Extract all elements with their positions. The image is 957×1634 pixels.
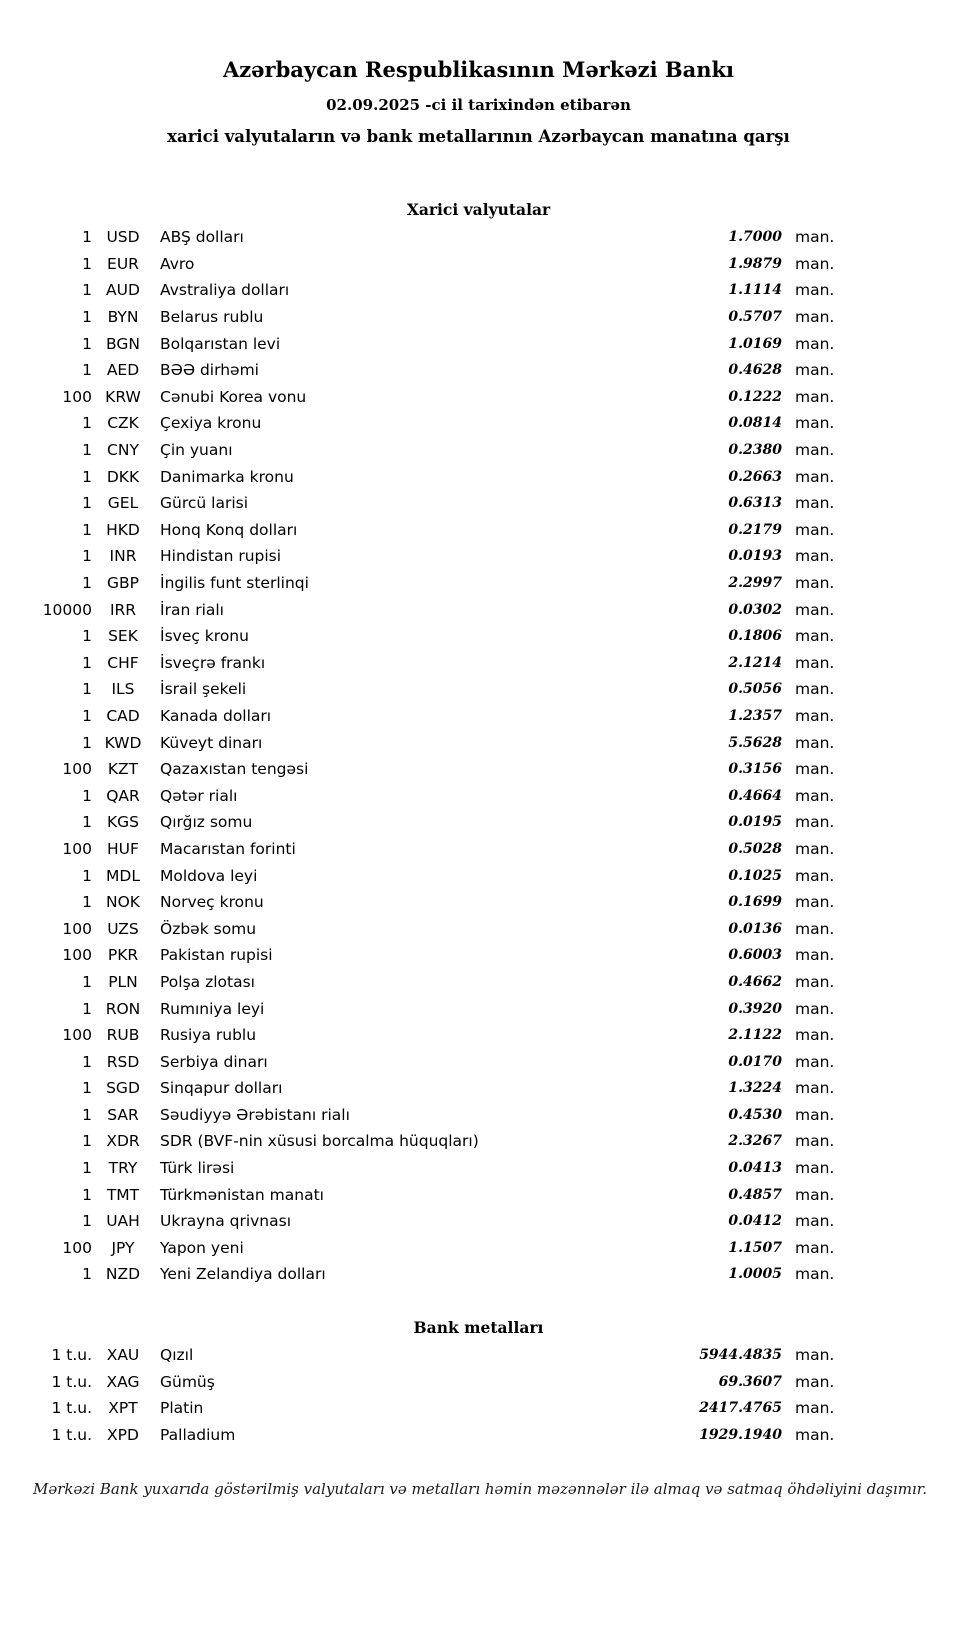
rate-value: 0.0136 xyxy=(728,920,782,937)
currency-code: PKR xyxy=(107,946,139,965)
rate-value: 2.3267 xyxy=(728,1133,782,1150)
unit-label: man. xyxy=(795,919,835,938)
currency-name: Norveç kronu xyxy=(160,893,264,912)
unit-label: man. xyxy=(795,441,835,460)
currency-name: Serbiya dinarı xyxy=(160,1052,268,1071)
disclaimer: Mərkəzi Bank yuxarıda göstərilmiş valyutaları və metalları həmin məzənnələr ilə almaq və satmaq öhdəliyini daşımır. xyxy=(33,1480,928,1498)
quantity: 1 xyxy=(82,1185,92,1204)
currency-code: GBP xyxy=(107,574,139,593)
rate-value: 1.9879 xyxy=(728,255,782,272)
rate-row xyxy=(40,942,840,969)
quantity: 100 xyxy=(62,1238,92,1257)
currency-code: XPT xyxy=(108,1399,138,1418)
quantity: 1 xyxy=(82,706,92,725)
unit-label: man. xyxy=(795,1026,835,1045)
rate-row xyxy=(40,836,840,863)
quantity: 100 xyxy=(62,919,92,938)
quantity: 1 xyxy=(82,361,92,380)
rate-value: 0.0302 xyxy=(728,601,782,618)
rate-row xyxy=(40,1022,840,1049)
quantity: 1 xyxy=(82,281,92,300)
quantity: 1 xyxy=(82,1052,92,1071)
rate-row xyxy=(40,969,840,996)
unit-label: man. xyxy=(795,893,835,912)
quantity: 1 xyxy=(82,680,92,699)
currency-code: XDR xyxy=(106,1132,140,1151)
currency-name: Çin yuanı xyxy=(160,441,233,460)
currency-code: USD xyxy=(106,228,140,247)
rate-row xyxy=(40,543,840,570)
currency-name: Cənubi Korea vonu xyxy=(160,387,307,406)
rate-row xyxy=(40,410,840,437)
currency-code: AUD xyxy=(106,281,140,300)
rate-value: 0.2380 xyxy=(728,442,782,459)
currency-name: ABŞ dolları xyxy=(160,228,244,247)
unit-label: man. xyxy=(795,839,835,858)
currency-name: Qətər rialı xyxy=(160,786,238,805)
rate-row xyxy=(40,995,840,1022)
quantity: 100 xyxy=(62,1026,92,1045)
rate-row xyxy=(40,277,840,304)
quantity: 100 xyxy=(62,946,92,965)
quantity: 100 xyxy=(62,839,92,858)
rate-row xyxy=(40,623,840,650)
quantity: 1 t.u. xyxy=(51,1372,92,1391)
currency-name: Bolqarıstan levi xyxy=(160,334,281,353)
rate-value: 2.2997 xyxy=(728,575,782,592)
quantity: 1 xyxy=(82,467,92,486)
rate-value: 2.1122 xyxy=(728,1027,782,1044)
rate-row xyxy=(40,1102,840,1129)
rate-row xyxy=(40,463,840,490)
currency-name: Danimarka kronu xyxy=(160,467,294,486)
rate-value: 0.3920 xyxy=(728,1000,782,1017)
unit-label: man. xyxy=(795,600,835,619)
currency-code: CHF xyxy=(107,653,139,672)
currency-code: XAG xyxy=(106,1372,140,1391)
currency-code: XPD xyxy=(107,1425,139,1444)
rate-value: 0.2663 xyxy=(728,468,782,485)
rate-value: 0.0193 xyxy=(728,548,782,565)
unit-label: man. xyxy=(795,1212,835,1231)
unit-label: man. xyxy=(795,254,835,273)
currency-name: Yapon yeni xyxy=(160,1238,244,1257)
unit-label: man. xyxy=(795,1079,835,1098)
rate-row xyxy=(40,676,840,703)
currency-code: KWD xyxy=(104,733,142,752)
unit-label: man. xyxy=(795,786,835,805)
rate-row xyxy=(40,517,840,544)
quantity: 1 xyxy=(82,786,92,805)
currency-name: Gümüş xyxy=(160,1372,215,1391)
currency-name: Avstraliya dolları xyxy=(160,281,290,300)
quantity: 1 xyxy=(82,414,92,433)
unit-label: man. xyxy=(795,1346,835,1365)
rate-value: 0.5028 xyxy=(728,840,782,857)
unit-label: man. xyxy=(795,733,835,752)
unit-label: man. xyxy=(795,1132,835,1151)
rate-value: 0.6313 xyxy=(728,495,782,512)
currency-name: Moldova leyi xyxy=(160,866,258,885)
rate-row xyxy=(40,1048,840,1075)
unit-label: man. xyxy=(795,334,835,353)
currency-name: Polşa zlotası xyxy=(160,972,255,991)
quantity: 1 xyxy=(82,1105,92,1124)
currencies-section-title: Xarici valyutalar xyxy=(406,200,551,219)
rate-value: 0.3156 xyxy=(728,761,782,778)
currency-table xyxy=(40,224,840,1288)
quantity: 1 xyxy=(82,893,92,912)
currency-code: NOK xyxy=(106,893,140,912)
quantity: 1 xyxy=(82,627,92,646)
rate-value: 1.2357 xyxy=(728,707,782,724)
currency-code: IRR xyxy=(109,600,137,619)
rate-row xyxy=(40,490,840,517)
currency-code: INR xyxy=(109,547,137,566)
rate-value: 1.3224 xyxy=(728,1080,782,1097)
quantity: 1 xyxy=(82,520,92,539)
quantity: 1 xyxy=(82,334,92,353)
rate-row xyxy=(40,330,840,357)
unit-label: man. xyxy=(795,1052,835,1071)
currency-code: TMT xyxy=(106,1185,140,1204)
unit-label: man. xyxy=(795,281,835,300)
effective-date: 02.09.2025 -ci il tarixindən etibarən xyxy=(326,96,631,114)
currency-code: SAR xyxy=(107,1105,139,1124)
unit-label: man. xyxy=(795,999,835,1018)
unit-label: man. xyxy=(795,1185,835,1204)
rate-value: 0.4664 xyxy=(728,787,782,804)
unit-label: man. xyxy=(795,1425,835,1444)
unit-label: man. xyxy=(795,653,835,672)
currency-name: Səudiyyə Ərəbistanı rialı xyxy=(160,1105,350,1124)
quantity: 1 t.u. xyxy=(51,1346,92,1365)
rate-value: 0.5707 xyxy=(728,309,782,326)
unit-label: man. xyxy=(795,414,835,433)
currency-name: İngilis funt sterlinqi xyxy=(160,574,309,593)
quantity: 1 t.u. xyxy=(51,1425,92,1444)
rate-row xyxy=(40,357,840,384)
rate-row xyxy=(40,596,840,623)
unit-label: man. xyxy=(795,680,835,699)
currency-code: AED xyxy=(106,361,140,380)
currency-name: Sinqapur dolları xyxy=(160,1079,283,1098)
currency-name: Kanada dolları xyxy=(160,706,272,725)
currency-name: Platin xyxy=(160,1399,204,1418)
quantity: 1 xyxy=(82,228,92,247)
rate-row xyxy=(40,1128,840,1155)
quantity: 1 xyxy=(82,813,92,832)
quantity: 1 xyxy=(82,1212,92,1231)
quantity: 1 xyxy=(82,1079,92,1098)
unit-label: man. xyxy=(795,627,835,646)
rate-row xyxy=(40,1395,840,1422)
rate-row xyxy=(40,1342,840,1369)
rate-value: 0.2179 xyxy=(728,521,782,538)
unit-label: man. xyxy=(795,760,835,779)
currency-name: Özbək somu xyxy=(160,919,257,938)
quantity: 1 xyxy=(82,547,92,566)
currency-name: Türkmənistan manatı xyxy=(160,1185,324,1204)
rate-value: 69.3607 xyxy=(718,1373,782,1390)
rate-row xyxy=(40,1235,840,1262)
quantity: 10000 xyxy=(42,600,92,619)
rate-value: 1.1507 xyxy=(728,1239,782,1256)
quantity: 1 xyxy=(82,972,92,991)
unit-label: man. xyxy=(795,574,835,593)
unit-label: man. xyxy=(795,706,835,725)
quantity: 1 xyxy=(82,1265,92,1284)
rate-row xyxy=(40,251,840,278)
currency-name: SDR (BVF-nin xüsusi borcalma hüquqları) xyxy=(160,1132,479,1151)
unit-label: man. xyxy=(795,1105,835,1124)
currency-code: NZD xyxy=(105,1265,141,1284)
rate-row xyxy=(40,1155,840,1182)
rate-value: 0.1806 xyxy=(728,628,782,645)
currency-name: İsveç kronu xyxy=(160,627,249,646)
currency-code: GEL xyxy=(107,494,139,513)
rate-value: 2.1214 xyxy=(728,654,782,671)
unit-label: man. xyxy=(795,813,835,832)
currency-code: CAD xyxy=(106,706,140,725)
quantity: 1 t.u. xyxy=(51,1399,92,1418)
rate-value: 0.5056 xyxy=(728,681,782,698)
currency-code: RON xyxy=(105,999,141,1018)
currency-name: Çexiya kronu xyxy=(160,414,262,433)
currency-code: RUB xyxy=(106,1026,140,1045)
currency-name: Qazaxıstan tengəsi xyxy=(160,760,309,779)
rate-value: 1.1114 xyxy=(728,282,782,299)
rate-value: 0.1699 xyxy=(728,894,782,911)
quantity: 1 xyxy=(82,1159,92,1178)
currency-code: RSD xyxy=(106,1052,140,1071)
currency-code: BGN xyxy=(106,334,140,353)
rate-value: 0.0412 xyxy=(728,1213,782,1230)
rate-row xyxy=(40,809,840,836)
rate-value: 0.4662 xyxy=(728,973,782,990)
currency-code: CNY xyxy=(107,441,139,460)
currency-name: Ukrayna qrivnası xyxy=(160,1212,292,1231)
rate-row xyxy=(40,1261,840,1288)
rate-value: 0.0413 xyxy=(728,1160,782,1177)
currency-code: SGD xyxy=(106,1079,140,1098)
quantity: 1 xyxy=(82,308,92,327)
quantity: 1 xyxy=(82,441,92,460)
rate-row xyxy=(40,1181,840,1208)
rate-row xyxy=(40,1368,840,1395)
rate-value: 0.0195 xyxy=(728,814,782,831)
rate-value: 0.0814 xyxy=(728,415,782,432)
unit-label: man. xyxy=(795,946,835,965)
rate-value: 0.1025 xyxy=(728,867,782,884)
currency-name: Türk lirəsi xyxy=(160,1159,235,1178)
rate-row xyxy=(40,915,840,942)
currency-code: HKD xyxy=(106,520,140,539)
quantity: 1 xyxy=(82,1132,92,1151)
unit-label: man. xyxy=(795,361,835,380)
unit-label: man. xyxy=(795,1399,835,1418)
currency-name: Macarıstan forinti xyxy=(160,839,296,858)
currency-code: MDL xyxy=(106,866,140,885)
currency-name: Hindistan rupisi xyxy=(160,547,282,566)
currency-code: SEK xyxy=(108,627,138,646)
currency-name: Küveyt dinarı xyxy=(160,733,263,752)
rate-row xyxy=(40,384,840,411)
unit-label: man. xyxy=(795,547,835,566)
currency-name: Palladium xyxy=(160,1425,236,1444)
currency-code: QAR xyxy=(106,786,140,805)
currency-code: CZK xyxy=(107,414,139,433)
currency-code: TRY xyxy=(108,1159,138,1178)
rate-row xyxy=(40,703,840,730)
rate-value: 2417.4765 xyxy=(699,1400,782,1417)
rate-row xyxy=(40,304,840,331)
rate-value: 0.4628 xyxy=(728,362,782,379)
rate-row xyxy=(40,756,840,783)
quantity: 1 xyxy=(82,999,92,1018)
currency-code: KGS xyxy=(106,813,139,832)
unit-label: man. xyxy=(795,972,835,991)
metals-section-title: Bank metalları xyxy=(413,1317,544,1337)
currency-code: PLN xyxy=(108,972,138,991)
quantity: 1 xyxy=(82,866,92,885)
unit-label: man. xyxy=(795,520,835,539)
rate-row xyxy=(40,224,840,251)
currency-name: Qızıl xyxy=(160,1346,194,1365)
currency-name: Avro xyxy=(160,254,195,273)
rate-value: 1929.1940 xyxy=(699,1426,782,1443)
currency-code: JPY xyxy=(111,1238,135,1257)
currency-code: KZT xyxy=(107,760,139,779)
unit-label: man. xyxy=(795,1265,835,1284)
currency-code: HUF xyxy=(107,839,139,858)
rate-row xyxy=(40,650,840,677)
currency-name: İsveçrə frankı xyxy=(160,653,266,672)
rate-value: 0.4530 xyxy=(728,1106,782,1123)
quantity: 1 xyxy=(82,733,92,752)
currency-name: Yeni Zelandiya dolları xyxy=(160,1265,326,1284)
unit-label: man. xyxy=(795,228,835,247)
currency-code: ILS xyxy=(111,680,135,699)
rate-row xyxy=(40,1422,840,1449)
unit-label: man. xyxy=(795,1159,835,1178)
quantity: 100 xyxy=(62,387,92,406)
unit-label: man. xyxy=(795,467,835,486)
rate-row xyxy=(40,862,840,889)
rate-row xyxy=(40,729,840,756)
currency-name: BƏƏ dirhəmi xyxy=(160,361,259,380)
currency-name: Gürcü larisi xyxy=(160,494,249,513)
quantity: 1 xyxy=(82,254,92,273)
currency-name: Rusiya rublu xyxy=(160,1026,257,1045)
rate-value: 0.0170 xyxy=(728,1053,782,1070)
metals-table xyxy=(40,1342,840,1448)
unit-label: man. xyxy=(795,308,835,327)
currency-name: Pakistan rupisi xyxy=(160,946,273,965)
currency-name: Rumıniya leyi xyxy=(160,999,265,1018)
unit-label: man. xyxy=(795,1238,835,1257)
rate-row xyxy=(40,1208,840,1235)
quantity: 100 xyxy=(62,760,92,779)
page-subtitle: xarici valyutaların və bank metallarının Azərbaycan manatına qarşı xyxy=(167,127,790,146)
rate-row xyxy=(40,1075,840,1102)
currency-name: Belarus rublu xyxy=(160,308,264,327)
rate-row xyxy=(40,889,840,916)
currency-code: KRW xyxy=(105,387,141,406)
currency-code: EUR xyxy=(107,254,139,273)
currency-code: UZS xyxy=(107,919,139,938)
rate-value: 0.1222 xyxy=(728,388,782,405)
rate-value: 5.5628 xyxy=(728,734,782,751)
page-title: Azərbaycan Respublikasının Mərkəzi Bankı xyxy=(222,57,735,82)
currency-name: Honq Konq dolları xyxy=(160,520,298,539)
rate-value: 1.7000 xyxy=(728,229,782,246)
quantity: 1 xyxy=(82,494,92,513)
currency-code: BYN xyxy=(107,308,139,327)
quantity: 1 xyxy=(82,574,92,593)
currency-code: DKK xyxy=(106,467,140,486)
currency-name: İsrail şekeli xyxy=(160,680,247,699)
currency-name: Qırğız somu xyxy=(160,813,253,832)
currency-code: UAH xyxy=(106,1212,140,1231)
rate-value: 0.6003 xyxy=(728,947,782,964)
unit-label: man. xyxy=(795,1372,835,1391)
rate-value: 1.0169 xyxy=(728,335,782,352)
rate-row xyxy=(40,437,840,464)
unit-label: man. xyxy=(795,866,835,885)
rate-value: 1.0005 xyxy=(728,1266,782,1283)
currency-name: İran rialı xyxy=(160,600,224,619)
unit-label: man. xyxy=(795,387,835,406)
rate-value: 0.4857 xyxy=(728,1186,782,1203)
rate-row xyxy=(40,782,840,809)
quantity: 1 xyxy=(82,653,92,672)
rate-value: 5944.4835 xyxy=(699,1347,782,1364)
rate-row xyxy=(40,570,840,597)
currency-code: XAU xyxy=(106,1346,140,1365)
unit-label: man. xyxy=(795,494,835,513)
